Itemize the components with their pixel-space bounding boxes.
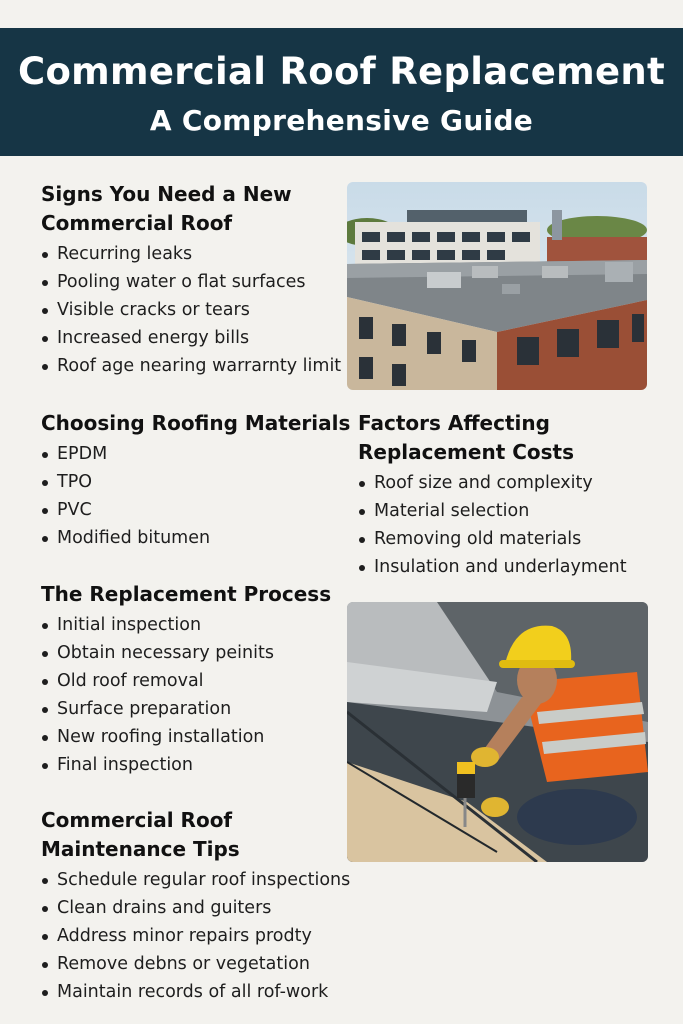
section-signs [41, 180, 341, 380]
section-costs [358, 409, 627, 581]
section-title: Choosing Roofing Materials [41, 411, 351, 435]
list-item: Pooling water o flat surfaces [41, 268, 341, 296]
section-title-line1: Signs You Need a New [41, 182, 292, 206]
list-item: Obtain necessary peinits [41, 639, 331, 667]
list-item: Removing old materials [358, 525, 627, 553]
list-item: Schedule regular roof inspections [41, 866, 350, 894]
section-title [41, 180, 341, 238]
roofer-image [347, 602, 648, 862]
list-item: Insulation and underlayment [358, 553, 627, 581]
list-item: Roof age nearing warrarnty limit [41, 352, 341, 380]
header-banner [0, 28, 683, 156]
section-title-line1: Commercial Roof [41, 808, 233, 832]
bullet-list [41, 866, 350, 1006]
section-title-line1: Factors Affecting [358, 411, 550, 435]
list-item: PVC [41, 496, 350, 524]
list-item: Old roof removal [41, 667, 331, 695]
section-title: The Replacement Process [41, 582, 332, 606]
list-item: Final inspection [41, 751, 331, 779]
list-item: Increased energy bills [41, 324, 341, 352]
bullet-list [358, 469, 627, 581]
building-image [347, 182, 647, 390]
list-item: Maintain records of all rof-work [41, 978, 350, 1006]
list-item: Surface preparation [41, 695, 331, 723]
list-item: TPO [41, 468, 350, 496]
bullet-list [41, 611, 331, 779]
section-materials [41, 409, 350, 552]
list-item: Address minor repairs prodty [41, 922, 350, 950]
page-subtitle: A Comprehensive Guide [149, 104, 534, 137]
section-process [41, 580, 331, 779]
page-title: Commercial Roof Replacement [17, 50, 665, 93]
list-item: New roofing installation [41, 723, 331, 751]
list-item: Material selection [358, 497, 627, 525]
list-item: Clean drains and guiters [41, 894, 350, 922]
section-title-line2: Replacement Costs [358, 440, 575, 464]
list-item: Modified bitumen [41, 524, 350, 552]
list-item: Remove debns or vegetation [41, 950, 350, 978]
bullet-list [41, 440, 350, 552]
section-title [358, 409, 627, 467]
section-title-line2: Commercial Roof [41, 211, 233, 235]
list-item: Recurring leaks [41, 240, 341, 268]
list-item: Visible cracks or tears [41, 296, 341, 324]
section-title [41, 806, 350, 864]
list-item: Roof size and complexity [358, 469, 627, 497]
list-item: Initial inspection [41, 611, 331, 639]
bullet-list [41, 240, 341, 380]
list-item: EPDM [41, 440, 350, 468]
section-maintenance [41, 806, 350, 1006]
section-title-line2: Maintenance Tips [41, 837, 240, 861]
